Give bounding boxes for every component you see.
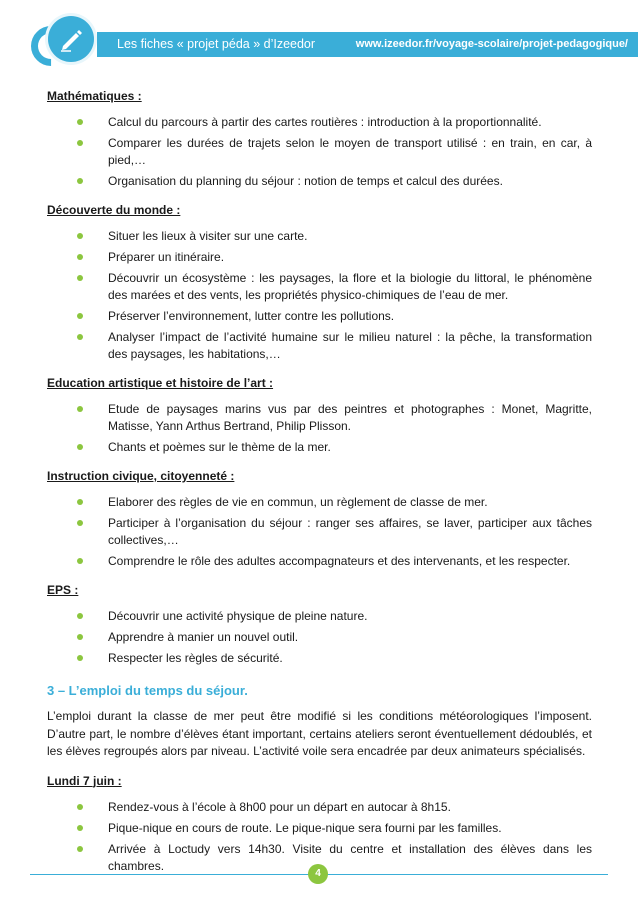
list-item-text: Analyser l’impact de l’activité humaine sur le milieu naturel : la pêche, la transformation des paysages, les habitations,… [108,330,592,361]
list-item-text: Elaborer des règles de vie en commun, un règlement de classe de mer. [108,495,488,509]
list-item-text: Préserver l’environnement, lutter contre les pollutions. [108,309,395,323]
pen-icon [57,25,85,53]
bullet-icon [77,558,83,564]
header-bar [97,32,638,57]
section-title: Education artistique et histoire de l’art : [47,376,274,390]
bullet-icon [77,655,83,661]
list-item [47,228,592,245]
list-item [47,270,592,304]
header-url: www.izeedor.fr/voyage-scolaire/projet-pedagogique/ [355,38,628,50]
bullet-icon [77,444,83,450]
section-title: Mathématiques : [47,89,142,103]
section-heading-emploi: 3 – L’emploi du temps du séjour. [47,683,248,698]
list-item-text: Préparer un itinéraire. [108,250,225,264]
list-item [47,249,592,266]
list-item-text: Organisation du planning du séjour : notion de temps et calcul des durées. [108,174,503,188]
bullet-icon [77,178,83,184]
bullet-icon [77,313,83,319]
header-title: Les fiches « projet péda » d’Izeedor [117,37,316,51]
section-lundi [47,773,592,875]
list-item [47,799,592,816]
bullet-list [47,114,592,190]
list-item [47,608,592,625]
list-item [47,515,592,549]
page-number: 4 [308,864,328,884]
list-item-text: Pique-nique en cours de route. Le pique-nique sera fourni par les familles. [108,820,502,835]
section-title: Lundi 7 juin : [47,773,122,788]
list-item [47,650,592,667]
list-item [47,308,592,325]
bullet-icon [77,334,83,340]
bullet-list [47,608,592,667]
list-item [47,114,592,131]
list-item [47,401,592,435]
section-instruction-civique [47,468,592,570]
bullet-icon [77,634,83,640]
list-item [47,629,592,646]
section-education-artistique [47,375,592,456]
bullet-icon [77,140,83,146]
bullet-icon [77,804,83,810]
list-item-text: Comprendre le rôle des adultes accompagnateurs et des intervenants, et les respecter. [108,554,571,568]
bullet-list [47,494,592,570]
list-item-text: Calcul du parcours à partir des cartes routières : introduction à la proportionnalité. [108,115,542,129]
list-item-text: Respecter les règles de sécurité. [108,651,283,665]
list-item [47,820,592,837]
logo [48,16,94,62]
page-content [47,88,592,879]
section-mathematiques [47,88,592,190]
list-item [47,494,592,511]
bullet-list [47,228,592,363]
list-item [47,135,592,169]
bullet-icon [77,406,83,412]
list-item [47,173,592,190]
list-item [47,553,592,570]
bullet-icon [77,119,83,125]
bullet-icon [77,613,83,619]
section-title: EPS : [47,583,79,597]
list-item-text: Découvrir une activité physique de pleine nature. [108,609,368,623]
emploi-paragraph: L’emploi durant la classe de mer peut être modifié si les conditions météorologiques l’imposent. D’autre part, le nombre d’élèves étant important, certains ateliers seront éventuellement dédoublés, et les élèves regroupés alors par niveau. L’activité voile sera encadrée par deux animateurs spécialisés. [47,709,592,758]
bullet-list [47,401,592,456]
list-item-text: Chants et poèmes sur le thème de la mer. [108,440,331,454]
list-item [47,329,592,363]
bullet-icon [77,275,83,281]
bullet-icon [77,520,83,526]
page-header [0,0,638,80]
bullet-icon [77,233,83,239]
list-item-text: Arrivée à Loctudy vers 14h30. Visite du centre et installation des élèves dans les chambres. [108,841,592,873]
bullet-list [47,799,592,875]
list-item [47,439,592,456]
list-item-text: Découvrir un écosystème : les paysages, la flore et la biologie du littoral, le phénomène des marées et des vents, les propriétés physico-chimiques de l’eau de mer. [108,271,592,302]
section-title: Instruction civique, citoyenneté : [47,469,235,483]
list-item-text: Apprendre à manier un nouvel outil. [108,630,299,644]
list-item-text: Situer les lieux à visiter sur une carte. [108,229,308,243]
section-title: Découverte du monde : [47,203,181,217]
list-item-text: Rendez-vous à l’école à 8h00 pour un départ en autocar à 8h15. [108,799,451,814]
bullet-icon [77,499,83,505]
list-item-text: Comparer les durées de trajets selon le moyen de transport utilisé : en train, en car, à pied,… [108,136,592,167]
bullet-icon [77,254,83,260]
bullet-icon [77,846,83,852]
list-item-text: Etude de paysages marins vus par des peintres et photographes : Monet, Magritte, Matisse, Yann Arthus Bertrand, Philip Plisson. [108,402,592,433]
list-item-text: Participer à l’organisation du séjour : ranger ses affaires, se laver, participer aux tâches collectives,… [108,516,592,547]
section-eps [47,582,592,667]
section-decouverte-monde [47,202,592,363]
bullet-icon [77,825,83,831]
